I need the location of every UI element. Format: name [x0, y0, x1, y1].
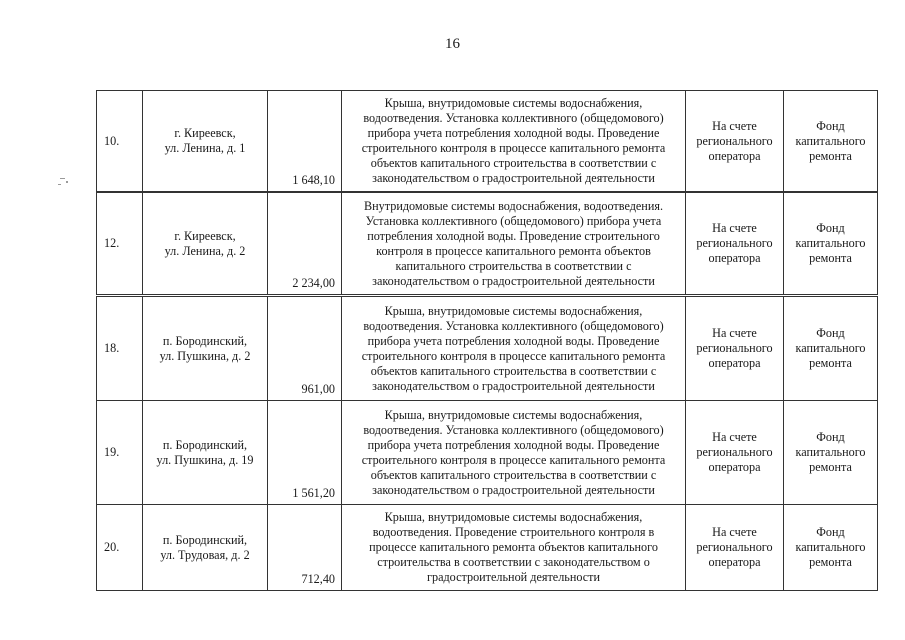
source-cell: Фонд капитального ремонта: [784, 297, 878, 401]
address-line: ул. Ленина, д. 2: [164, 243, 246, 258]
row-number: 12.: [97, 193, 143, 295]
address-cell: [143, 401, 268, 505]
address-cell: [143, 91, 268, 192]
address-line: г. Киреевск,: [174, 228, 236, 243]
table-row: [97, 193, 878, 295]
address-line: ул. Пушкина, д. 19: [156, 452, 254, 467]
address-line: ул. Пушкина, д. 2: [159, 348, 251, 363]
table-row: [97, 401, 878, 505]
table-row: [97, 297, 878, 401]
area-cell: 2 234,00: [268, 193, 342, 295]
address-line: ул. Ленина, д. 1: [164, 141, 246, 155]
works-cell: Внутридомовые системы водоснабжения, водоотведения. Установка коллективного (общедомового) прибора учета потребления холодной воды. Проведение строительного контроля в процессе капитального ремонта объектов капитального строительства в соответствии с законодательством о градостроительной деятельности: [342, 193, 686, 295]
source-cell: Фонд капитального ремонта: [784, 505, 878, 591]
account-cell: На счете регионального оператора: [686, 297, 784, 401]
row-number: 19.: [97, 401, 143, 505]
area-cell: 1 648,10: [268, 91, 342, 192]
address-line: п. Бородинский,: [162, 333, 248, 348]
table-row: [97, 505, 878, 591]
address-line: г. Киреевск,: [174, 126, 236, 140]
scan-mark: [60, 178, 65, 179]
address-line: ул. Трудовая, д. 2: [160, 547, 250, 562]
table-row: [97, 91, 878, 192]
scan-mark: [66, 181, 68, 183]
account-cell: На счете регионального оператора: [686, 505, 784, 591]
address-cell: [143, 297, 268, 401]
account-cell: На счете регионального оператора: [686, 401, 784, 505]
table-block: [96, 192, 878, 295]
address-cell: [143, 193, 268, 295]
table-block: [96, 296, 878, 591]
address-line: п. Бородинский,: [162, 532, 248, 547]
row-number: 18.: [97, 297, 143, 401]
area-cell: 961,00: [268, 297, 342, 401]
works-cell: Крыша, внутридомовые системы водоснабжения, водоотведения. Проведение строительного контроля в процессе капитального ремонта объектов капитального строительства в соответствии с законодательством о градостроительной деятельности: [342, 505, 686, 591]
row-number: 10.: [97, 91, 143, 192]
works-cell: Крыша, внутридомовые системы водоснабжения, водоотведения. Установка коллективного (общедомового) прибора учета потребления холодной воды. Проведение строительного контроля в процессе капитального ремонта объектов капитального строительства в соответствии с законодательством о градостроительной деятельности: [342, 297, 686, 401]
source-cell: Фонд капитального ремонта: [784, 91, 878, 192]
works-cell: Крыша, внутридомовые системы водоснабжения, водоотведения. Установка коллективного (общедомового) прибора учета потребления холодной воды. Проведение строительного контроля в процессе капитального ремонта объектов капитального строительства в соответствии с законодательством о градостроительной деятельности: [342, 91, 686, 192]
row-number: 20.: [97, 505, 143, 591]
address-line: п. Бородинский,: [162, 437, 248, 452]
area-cell: 712,40: [268, 505, 342, 591]
source-cell: Фонд капитального ремонта: [784, 193, 878, 295]
source-cell: Фонд капитального ремонта: [784, 401, 878, 505]
account-cell: На счете регионального оператора: [686, 193, 784, 295]
area-cell: 1 561,20: [268, 401, 342, 505]
account-cell: На счете регионального оператора: [686, 91, 784, 192]
address-cell: [143, 505, 268, 591]
page-number: 16: [445, 36, 460, 52]
scan-mark: [58, 184, 61, 185]
table-block: [96, 90, 878, 192]
works-cell: Крыша, внутридомовые системы водоснабжения, водоотведения. Установка коллективного (общедомового) прибора учета потребления холодной воды. Проведение строительного контроля в процессе капитального ремонта объектов капитального строительства в соответствии с законодательством о градостроительной деятельности: [342, 401, 686, 505]
